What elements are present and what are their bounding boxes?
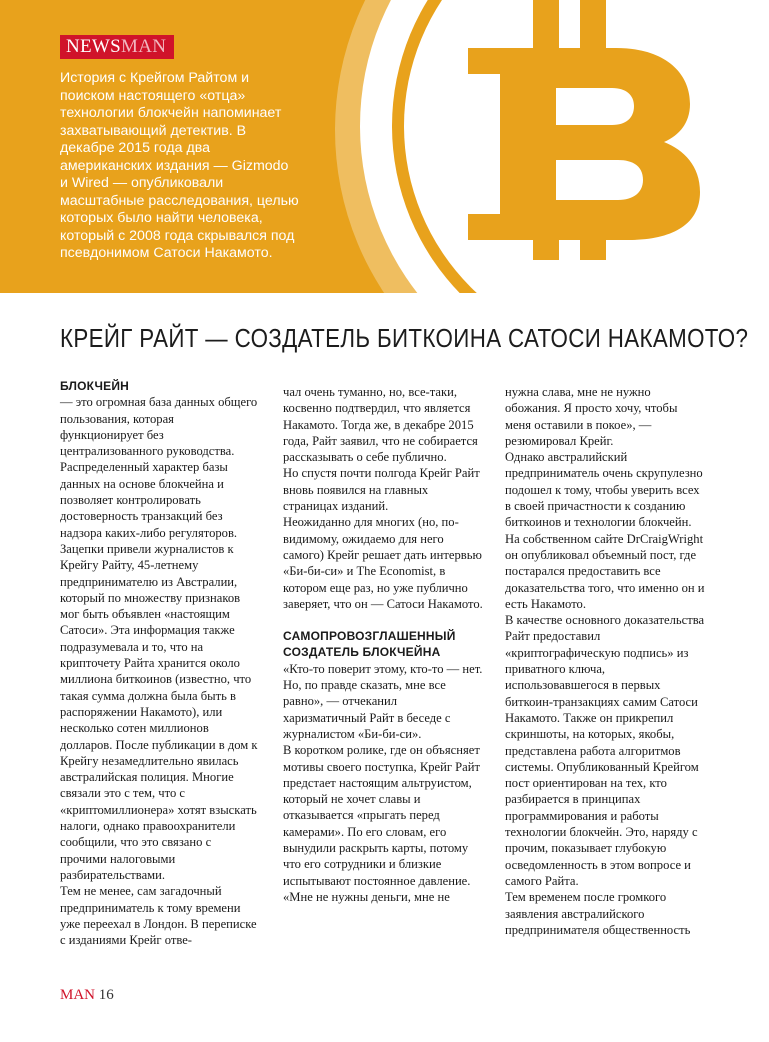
paragraph: Но спустя почти полгода Крейг Райт вновь появился на главных страницах изданий. — [283, 466, 480, 514]
hero-banner — [0, 0, 769, 293]
section-heading: САМОПРОВОЗГЛАШЕННЫЙ СОЗДАТЕЛЬ БЛОКЧЕЙНА — [283, 629, 456, 660]
article-headline: КРЕЙГ РАЙТ — СОЗДАТЕЛЬ БИТКОИНА САТОСИ НАКАМОТО? — [60, 323, 749, 353]
column-1 — [60, 378, 260, 948]
logo-news: NEWS — [66, 36, 122, 57]
intro-text: История с Крейгом Райтом и поиском настоящего «отца» технологии блокчейн напоминает захватывающий детектив. В декабре 2015 года два американских издания — Gizmodo и Wired — опубликовали масштабные расследования, целью которых было найти человека, который с 2008 года скрывался под псевдонимом Сатоси Накамото. — [60, 70, 299, 261]
paragraph: нужна слава, мне не нужно обожания. Я просто хочу, чтобы меня оставили в покое», — резюмировал Крейг. — [505, 385, 678, 448]
paragraph: Неожиданно для многих (но, по-видимому, ожидаемо для него самого) Крейг решает дать интервью «Би-би-си» и The Economist, в котором еще раз, но уже публично заверяет, что он — Сатоси Накамото. — [283, 515, 483, 611]
column-2 — [283, 384, 483, 905]
page-footer — [60, 987, 114, 1004]
paragraph: чал очень туманно, но, все-таки, косвенно подтвердил, что является Накамото. Тогда же, в декабре 2015 года, Райт заявил, что не собирается рассказывать о себе публично. — [283, 385, 478, 465]
column-3 — [505, 384, 705, 938]
paragraph: В коротком ролике, где он объясняет мотивы своего поступка, Крейг Райт предстает настоящим альтруистом, который не хочет славы и отказывается «прыгать перед камерами». По его словам, его вынудили раскрыть карты, потому что его сотрудники и близкие испытывают постоянное давление. — [283, 743, 480, 888]
paragraph: «Кто-то поверит этому, кто-то — нет. Но, по правде сказать, мне все равно», — отчеканил харизматичный Райт в беседе с журналистом «Би-би-си». — [283, 661, 483, 741]
paragraph: Тем не менее, сам загадочный предприниматель к тому времени уже переехал в Лондон. В переписке с изданиями Крейг отве- — [60, 884, 257, 948]
blockchain-heading: БЛОКЧЕЙН — [60, 379, 130, 393]
page-number: 16 — [98, 987, 114, 1003]
paragraph: — это огромная база данных общего пользования, которая функционирует без централизованного руководства. Распределенный характер базы данных на основе блокчейна и позволяет контролировать достоверность транзакций без надзора каких-либо регуляторов. — [60, 395, 258, 540]
paragraph: «Мне не нужны деньги, мне не — [283, 889, 450, 904]
footer-magazine: MAN — [60, 987, 96, 1003]
newsman-logo — [60, 35, 174, 59]
logo-man: MAN — [121, 36, 167, 57]
paragraph: Зацепки привели журналистов к Крейгу Райту, 45-летнему предпринимателю из Австралии, который по множеству признаков мог быть объявлен «настоящим Сатоси». Эта информация также подразумевала и то, что на крипточету Райта хранится около миллиона биткоинов (известно, что такая сумма должна была быть в распоряжении Накамото), или несколько сотен миллионов долларов. После публикации в дом к Крейгу незамедлительно явилась австралийская полиция. Многие связали это с тем, что с «криптомиллионера» хотят взыскать налоги, однако правоохранители сообщили, что это связано с прочими налоговыми разбирательствами. — [60, 541, 258, 882]
paragraph: Однако австралийский предприниматель очень скрупулезно подошел к тому, чтобы уверить всех в своей причастности к созданию биткоинов и технологии блокчейн. На собственном сайте DrCraigWright он опубликовал объемный пост, где постарался предоставить все доказательства того, что именно он и есть Накамото. — [505, 450, 705, 611]
paragraph: В качестве основного доказательства Райт предоставил «криптографическую подпись» из приватного ключа, использовавшегося в первых биткоин-транзакциях самим Сатоси Накамото. Также он прикрепил скриншоты, на которых, якобы, представлена работа алгоритмов системы. Опубликованный Крейгом пост ориентирован на тех, кто разбирается в принципах программирования и работы технологии блокчейн. Это, наряду с прочим, показывает глубокую осведомленность в этом вопросе и самого Райта. — [505, 613, 705, 888]
paragraph: Тем временем после громкого заявления австралийского предпринимателя общественность — [505, 890, 691, 937]
